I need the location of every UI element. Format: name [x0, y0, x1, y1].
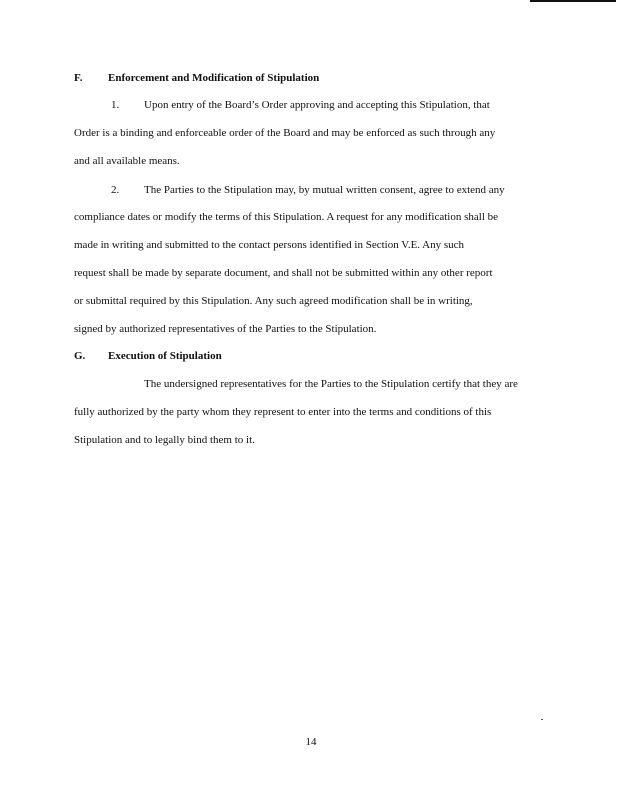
scan-speck — [541, 719, 543, 720]
section-f-para1-number: 1. — [111, 99, 120, 111]
section-f-heading — [74, 72, 319, 84]
section-g-number: G. — [74, 350, 86, 362]
section-f-para2-line1-text: The Parties to the Stipulation may, by mutual written consent, agree to extend any — [144, 184, 505, 196]
section-f-para2-line1 — [111, 183, 505, 197]
section-f-para1-line1-text: Upon entry of the Board’s Order approving and accepting this Stipulation, that — [144, 99, 490, 111]
section-g-para1-line3: Stipulation and to legally bind them to it. — [74, 434, 255, 446]
section-g-para1-line1: The undersigned representatives for the Parties to the Stipulation certify that they are — [144, 378, 518, 390]
section-g-heading — [74, 350, 222, 362]
section-f-number: F. — [74, 72, 83, 84]
section-f-title: Enforcement and Modification of Stipulation — [108, 72, 320, 84]
section-f-para2-line2: compliance dates or modify the terms of this Stipulation. A request for any modification shall be — [74, 211, 499, 223]
section-g-title: Execution of Stipulation — [108, 350, 222, 362]
section-f-para2-line4: request shall be made by separate document, and shall not be submitted within any other report — [74, 267, 493, 279]
section-f-para1-line2: Order is a binding and enforceable order of the Board and may be enforced as such through any — [74, 127, 496, 139]
section-g-para1-line2: fully authorized by the party whom they represent to enter into the terms and conditions of this — [74, 406, 492, 418]
section-f-para2-number: 2. — [111, 184, 120, 196]
top-edge-rule — [530, 0, 616, 2]
section-f-para1-line1 — [111, 98, 490, 112]
section-f-para2-line6: signed by authorized representatives of the Parties to the Stipulation. — [74, 323, 377, 335]
section-f-para2-line3: made in writing and submitted to the contact persons identified in Section V.E. Any such — [74, 239, 465, 251]
section-f-para1-line3: and all available means. — [74, 155, 180, 167]
page-number: 14 — [305, 736, 317, 748]
section-f-para2-line5: or submittal required by this Stipulation. Any such agreed modification shall be in writing, — [74, 295, 473, 307]
